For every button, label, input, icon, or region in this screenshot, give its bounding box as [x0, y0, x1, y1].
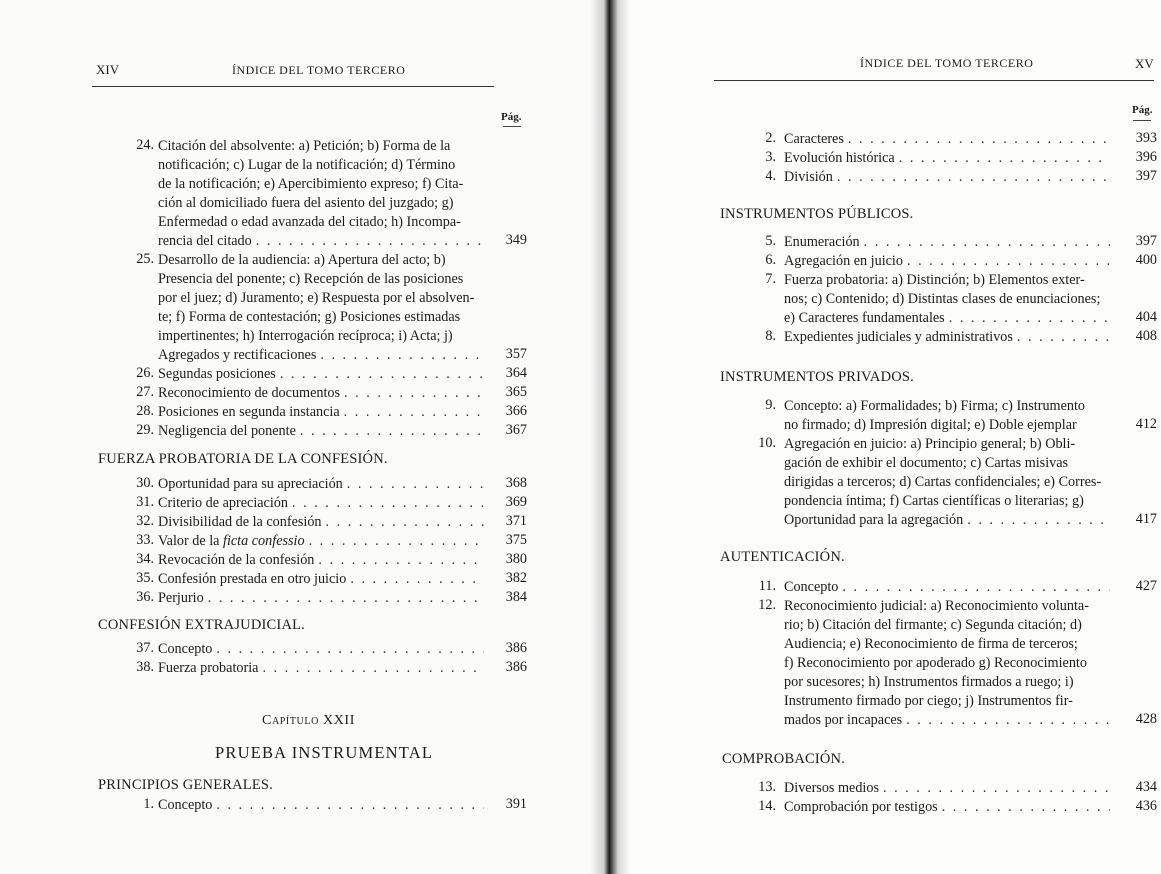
- entry-title: [158, 589, 488, 608]
- page-number: 396: [1135, 149, 1157, 165]
- leader-dots: [1017, 328, 1110, 347]
- entry-number: 10.: [758, 435, 776, 451]
- entry-title-text: Diversos medios: [784, 780, 879, 796]
- page-number: 436: [1135, 798, 1157, 814]
- entry-number: 26.: [136, 365, 154, 381]
- page-number: 434: [1135, 779, 1157, 795]
- entry-title-text: Enumeración: [784, 234, 860, 250]
- section-heading: CONFESIÓN EXTRAJUDICIAL.: [98, 617, 305, 633]
- entry-line: de la notificación; e) Apercibimiento expreso; f) Cita-: [158, 176, 464, 192]
- leader-dots: [208, 589, 484, 608]
- entry-title-text: Reconocimiento de documentos: [158, 385, 341, 401]
- entry-line: Citación del absolvente: a) Petición; b) Forma de la: [158, 138, 451, 154]
- leader-dots: [848, 130, 1110, 149]
- entry-line: impertinentes; h) Interrogación recíproca; i) Acta; j): [158, 328, 453, 344]
- entry-line: Presencia del ponente; c) Recepción de las posiciones: [158, 271, 464, 287]
- entry-title-text: Oportunidad para su apreciación: [158, 476, 343, 492]
- entry-title: [158, 422, 488, 441]
- entry-line: gación de exhibir el documento; c) Cartas misivas: [784, 455, 1069, 471]
- entry-number: 36.: [136, 589, 154, 605]
- leader-dots: [942, 798, 1110, 817]
- entry-title: [158, 570, 488, 589]
- section-heading: FUERZA PROBATORIA DE LA CONFESIÓN.: [98, 451, 388, 467]
- entry-number: 30.: [136, 475, 154, 491]
- page-number: 375: [505, 532, 527, 548]
- leader-dots: [967, 511, 1110, 530]
- folio: XIV: [96, 62, 120, 77]
- entry-title-text: Posiciones en segunda instancia: [158, 404, 340, 420]
- entry-number: 5.: [765, 233, 776, 249]
- entry-title: [158, 365, 488, 384]
- section-heading: INSTRUMENTOS PÚBLICOS.: [720, 206, 914, 222]
- leader-dots: [292, 494, 484, 513]
- pag-underline: [503, 126, 521, 127]
- entry-number: 13.: [758, 779, 776, 795]
- entry-line: Enfermedad o edad avanzada del citado; h) Incompa-: [158, 214, 461, 230]
- entry-line: f) Reconocimiento por apoderado g) Reconocimiento: [784, 655, 1087, 671]
- leader-dots: [344, 403, 484, 422]
- entry-line: Fuerza probatoria: a) Distinción; b) Elementos exter-: [784, 272, 1085, 288]
- page-number: 408: [1135, 328, 1157, 344]
- page-number: 412: [1135, 416, 1157, 432]
- leader-dots: [883, 779, 1110, 798]
- entry-line: nos; c) Contenido; d) Distintas clases de enunciaciones;: [784, 291, 1101, 307]
- entry-number: 1.: [143, 796, 154, 812]
- entry-title-text: Criterio de apreciación: [158, 495, 288, 511]
- entry-title-text: Comprobación por testigos: [784, 799, 938, 815]
- entry-number: 25.: [136, 251, 154, 267]
- entry-line: Agregación en juicio: a) Principio general; b) Obli-: [784, 436, 1076, 452]
- entry-title: [784, 798, 1114, 817]
- page-number: 367: [505, 422, 527, 438]
- running-head: ÍNDICE DEL TOMO TERCERO: [232, 63, 406, 77]
- entry-title-text: mados por incapaces: [784, 712, 903, 728]
- entry-title-text: Fuerza probatoria: [158, 660, 259, 676]
- chapter-title: PRUEBA INSTRUMENTAL: [215, 743, 434, 762]
- pag-label: Pág.: [501, 111, 522, 123]
- entry-line: ción al domiciliado fuera del asiento del juzgado; g): [158, 195, 454, 211]
- entry-number: 24.: [136, 137, 154, 153]
- entry-number: 34.: [136, 551, 154, 567]
- entry-line: dirigidas a terceros; d) Cartas confidenciales; e) Corres-: [784, 474, 1102, 490]
- entry-line: por sucesores; h) Instrumentos firmados a ruego; i): [784, 674, 1074, 690]
- page-number: 366: [505, 403, 527, 419]
- page-number: 357: [505, 346, 527, 362]
- page-number: 369: [505, 494, 527, 510]
- leader-dots: [256, 232, 484, 251]
- entry-number: 35.: [136, 570, 154, 586]
- leader-dots: [326, 513, 484, 532]
- entry-title-text: Evolución histórica: [784, 150, 895, 166]
- entry-title-text: Divisibilidad de la confesión: [158, 514, 322, 530]
- entry-title: [784, 309, 1114, 328]
- entry-title: [158, 232, 488, 251]
- entry-title-text: Concepto: [158, 641, 213, 657]
- leader-dots: [864, 233, 1110, 252]
- entry-number: 28.: [136, 403, 154, 419]
- entry-title: [784, 711, 1114, 730]
- folio: XV: [1135, 56, 1154, 71]
- entry-line: te; f) Forma de contestación; g) Posiciones estimadas: [158, 309, 461, 325]
- entry-title-text: rencia del citado: [158, 233, 252, 249]
- entry-title: [158, 532, 488, 551]
- page-number: 393: [1135, 130, 1157, 146]
- page-number: 386: [505, 640, 527, 656]
- entry-title: [784, 233, 1114, 252]
- entry-line: rio; b) Citación del firmante; c) Segunda citación; d): [784, 617, 1082, 633]
- leader-dots: [842, 578, 1110, 597]
- entry-title: [158, 384, 488, 403]
- entry-line: Reconocimiento judicial: a) Reconocimiento volunta-: [784, 598, 1089, 614]
- entry-number: 2.: [765, 130, 776, 146]
- entry-title-text: Perjurio: [158, 590, 204, 606]
- right-page: [606, 0, 1161, 874]
- section-heading: AUTENTICACIÓN.: [720, 549, 845, 565]
- page-number: 368: [505, 475, 527, 491]
- page-number: 391: [505, 796, 527, 812]
- entry-number: 27.: [136, 384, 154, 400]
- entry-title-text: Oportunidad para la agregación: [784, 512, 964, 528]
- page-number: 397: [1135, 233, 1157, 249]
- leader-dots: [300, 422, 484, 441]
- page-number: 417: [1135, 511, 1157, 527]
- entry-title-text: Agregados y rectificaciones: [158, 347, 317, 363]
- page-number: 427: [1135, 578, 1157, 594]
- entry-number: 37.: [136, 640, 154, 656]
- entry-number: 38.: [136, 659, 154, 675]
- section-heading: INSTRUMENTOS PRIVADOS.: [720, 369, 915, 385]
- entry-number: 32.: [136, 513, 154, 529]
- entry-title: [158, 346, 488, 365]
- entry-title: [158, 494, 488, 513]
- page-number: 428: [1135, 711, 1157, 727]
- entry-title-text: Concepto: [158, 797, 213, 813]
- entry-title-text: Concepto: [784, 579, 839, 595]
- entry-title: [784, 779, 1114, 798]
- entry-title: [784, 511, 1114, 530]
- entry-number: 14.: [758, 798, 776, 814]
- entry-title: [784, 149, 1114, 168]
- entry-title-text: Revocación de la confesión: [158, 552, 315, 568]
- entry-title-text: Expedientes judiciales y administrativos: [784, 329, 1013, 345]
- page-number: 371: [505, 513, 527, 529]
- leader-dots: [309, 532, 484, 551]
- entry-number: 29.: [136, 422, 154, 438]
- entry-number: 3.: [765, 149, 776, 165]
- leader-dots: [347, 475, 484, 494]
- section-heading: PRINCIPIOS GENERALES.: [98, 777, 273, 793]
- entry-title-text: División: [784, 169, 833, 185]
- leader-dots: [350, 570, 484, 589]
- entry-number: 4.: [765, 168, 776, 184]
- pag-underline: [1133, 120, 1151, 121]
- entry-title: [158, 659, 488, 678]
- entry-number: 8.: [765, 328, 776, 344]
- entry-title: [784, 130, 1114, 149]
- entry-title: [784, 416, 1114, 435]
- page-number: 397: [1135, 168, 1157, 184]
- entry-title: [784, 578, 1114, 597]
- leader-dots: [262, 659, 484, 678]
- leader-dots: [318, 551, 484, 570]
- entry-number: 12.: [758, 597, 776, 613]
- page-number: 386: [505, 659, 527, 675]
- entry-title-text: Confesión prestada en otro juicio: [158, 571, 347, 587]
- entry-title: [784, 252, 1114, 271]
- leader-dots: [906, 711, 1110, 730]
- page-number: 380: [505, 551, 527, 567]
- entry-title: [158, 513, 488, 532]
- leader-dots: [907, 252, 1110, 271]
- running-head: ÍNDICE DEL TOMO TERCERO: [860, 56, 1034, 70]
- page-number: 384: [505, 589, 527, 605]
- page-number: 364: [505, 365, 527, 381]
- entry-title: [158, 796, 488, 815]
- leader-dots: [216, 796, 484, 815]
- entry-line: Instrumento firmado por ciego; j) Instrumentos fir-: [784, 693, 1073, 709]
- leader-dots: [949, 309, 1110, 328]
- entry-title: [158, 475, 488, 494]
- entry-number: 33.: [136, 532, 154, 548]
- entry-title: [784, 328, 1114, 347]
- page-number: 400: [1135, 252, 1157, 268]
- entry-line: Audiencia; e) Reconocimiento de firma de terceros;: [784, 636, 1078, 652]
- leader-dots: [280, 365, 484, 384]
- entry-line: notificación; c) Lugar de la notificación; d) Término: [158, 157, 456, 173]
- entry-title-text: e) Caracteres fundamentales: [784, 310, 945, 326]
- pag-label: Pág.: [1132, 104, 1153, 116]
- chapter-label: Capítulo XXII: [262, 713, 355, 728]
- entry-title-text: [158, 532, 305, 551]
- entry-number: 31.: [136, 494, 154, 510]
- entry-title: [158, 640, 488, 659]
- entry-line: por el juez; d) Juramento; e) Respuesta por el absolven-: [158, 290, 475, 306]
- entry-number: 11.: [758, 578, 776, 594]
- entry-title-text: Segundas posiciones: [158, 366, 276, 382]
- leader-dots: [320, 346, 484, 365]
- entry-title-text: Negligencia del ponente: [158, 423, 296, 439]
- entry-number: 6.: [765, 252, 776, 268]
- header-rule: [92, 86, 494, 87]
- entry-title: [784, 168, 1114, 187]
- leader-dots: [344, 384, 484, 403]
- entry-line: Desarrollo de la audiencia: a) Apertura del acto; b): [158, 252, 446, 268]
- entry-title-italic: ficta confessio: [223, 533, 305, 549]
- leader-dots: [216, 640, 484, 659]
- entry-title: [158, 551, 488, 570]
- page-number: 365: [505, 384, 527, 400]
- entry-title: [158, 403, 488, 422]
- page-number: 382: [505, 570, 527, 586]
- entry-line: pondencia íntima; f) Cartas científicas o literarias; g): [784, 493, 1084, 509]
- entry-number: 9.: [765, 397, 776, 413]
- leader-dots: [899, 149, 1110, 168]
- page-number: 404: [1135, 309, 1157, 325]
- page-number: 349: [505, 232, 527, 248]
- section-heading: COMPROBACIÓN.: [722, 751, 846, 767]
- entry-title-text: Agregación en juicio: [784, 253, 903, 269]
- entry-title-text: no firmado; d) Impresión digital; e) Doble ejemplar: [784, 417, 1077, 433]
- entry-number: 7.: [765, 271, 776, 287]
- book-gutter: [590, 0, 630, 874]
- entry-title-text: Caracteres: [784, 131, 844, 147]
- leader-dots: [837, 168, 1110, 187]
- entry-line: Concepto: a) Formalidades; b) Firma; c) Instrumento: [784, 398, 1086, 414]
- entry-title-part: Valor de la: [158, 533, 223, 549]
- header-rule: [714, 80, 1154, 81]
